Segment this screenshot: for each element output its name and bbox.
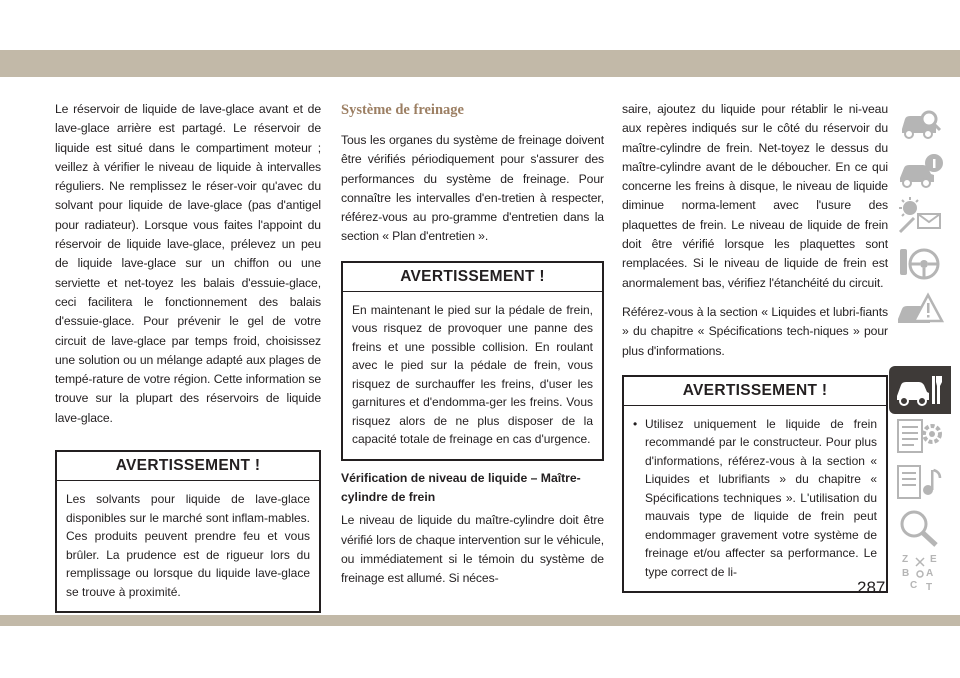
warning-box-brake-fluid [622,375,888,594]
reference-paragraph: Référez-vous à la section « Liquides et lubri-fiants » du chapitre « Spécifications tech-niques » pour plus d'informations. [622,304,888,358]
tab-specs[interactable] [892,413,948,458]
page-number: 287 [857,578,886,597]
specs-gear-icon [896,416,944,456]
steering-wheel-icon [896,243,944,283]
dashboard-lights-icon [896,196,944,236]
tab-maintenance[interactable] [889,366,951,414]
warning-title: AVERTISSEMENT ! [343,263,602,292]
tab-multimedia[interactable] [892,459,948,504]
warning-title: AVERTISSEMENT ! [57,452,319,481]
tab-car-info[interactable] [892,147,948,192]
index-letter: C [910,579,918,591]
magnifier-icon [896,508,944,548]
column-1 [55,100,321,613]
warning-body [624,406,886,592]
car-wrench-icon [894,370,946,410]
warning-box-brake-pedal [341,261,604,461]
subheading: Vérification de niveau de liquide – Maître-cylindre de frein [341,470,581,505]
tab-index[interactable] [892,550,948,595]
top-band [0,50,960,77]
brake-system-paragraph: Tous les organes du système de freinage doivent être vérifiés périodiquement pour s'assurer des performances du système de freinage. Pour connaître les intervalles d'en-tretien à respecter, référez-vous au pro-gramme d'entretien dans la section « Plan d'entretien ». [341,133,604,244]
index-letter: T [926,581,933,593]
warning-text: Les solvants pour liquide de lave-glace disponibles sur le marché sont inflam-mables. Ces produits peuvent prendre feu et vous brûler. La prudence est de rigueur lors du remplissage ou lorsque du liquide lave-glace se trouve à proximité. [66,492,310,599]
section-title: Système de freinage [341,102,464,118]
warning-box-washer [55,450,321,613]
index-letter: B [902,567,910,579]
tab-dashboard-lights[interactable] [892,193,948,238]
index-letters-icon [896,552,944,594]
warning-title: AVERTISSEMENT ! [624,377,886,406]
warning-text: En maintenant le pied sur la pédale de frein, vous risquez de provoquer une panne des freins et une possible collision. En roulant avec le pied sur la pédale de frein, vous risquez de surchauffer les freins, d'user les garnitures et d'endomma-ger les freins. Vous risquez alors de ne plus disposer de la capacité totale de freinage en cas d'urgence. [352,302,593,447]
bottom-band [0,615,960,626]
car-info-icon [896,150,944,190]
index-letter: Z [902,553,909,565]
index-letter: A [926,567,934,579]
tab-car-search[interactable] [892,100,948,145]
warning-text: Utilisez uniquement le liquide de frein recommandé par le constructeur. Pour plus d'informations, référez-vous à la section « Liquides et lubrifiants » du chapitre « Spécifications techniques ». L'utilisation du mauvais type de liquide de frein peut endommager gravement votre système de freinage et/ou affecter sa performance. Le type correct de li- [645,416,877,579]
washer-fluid-paragraph: Le réservoir de liquide de lave-glace avant et de lave-glace arrière est partagé. Le réservoir de liquide est situé dans le compartiment moteur ; veillez à vérifier le niveau de liquide à intervalles réguliers. Ne remplissez le réser-voir qu'avec du solvant pour liquide de lave-glace (pas d'antigel pour radiateur). Lorsque vous faites l'appoint du réservoir de liquide lave-glace, prélevez un peu de liquide lave-glace sur un chiffon ou une serviette et net-toyez les balais d'essuie-glace, ceci facilitera le fonctionnement des balais d'essuie-glace. Pour prévenir le gel de votre circuit de lave-glace par temps froid, choisissez une solution ou un mélange adapté aux plages de tempé-rature de votre région. Cette information se trouve sur la plupart des réservoirs de liquide lave-glace. [55,102,321,425]
column-2 [341,100,604,589]
continuation-paragraph: saire, ajoutez du liquide pour rétablir le ni-veau aux repères indiqués sur le côté du réservoir du maître-cylindre de frein. Net-toyez le dessus du maître-cylindre avant de le déboucher. En ce qui concerne les freins à disque, le niveau de liquide diminue norma-lement avec l'usure des plaquettes de frein. Le niveau de liquide de frein doit être vérifié lorsque les plaquettes sont remplacées. Si le niveau de liquide de frein est anormalement bas, vérifiez l'étanchéité du circuit. [622,102,888,290]
bullet: • [633,416,638,431]
hazard-car-icon [896,289,944,329]
column-3 [622,100,888,593]
multimedia-icon [896,462,944,502]
car-search-icon [896,103,944,143]
master-cylinder-paragraph: Le niveau de liquide du maître-cylindre doit être vérifié lors de chaque intervention sur le véhicule, ou immédiatement si le témoin du système de freinage est allumé. Si néces- [341,513,604,586]
tab-steering[interactable] [892,240,948,285]
tab-search[interactable] [892,505,948,550]
index-letter: E [930,553,937,565]
tab-hazard[interactable] [892,286,948,331]
